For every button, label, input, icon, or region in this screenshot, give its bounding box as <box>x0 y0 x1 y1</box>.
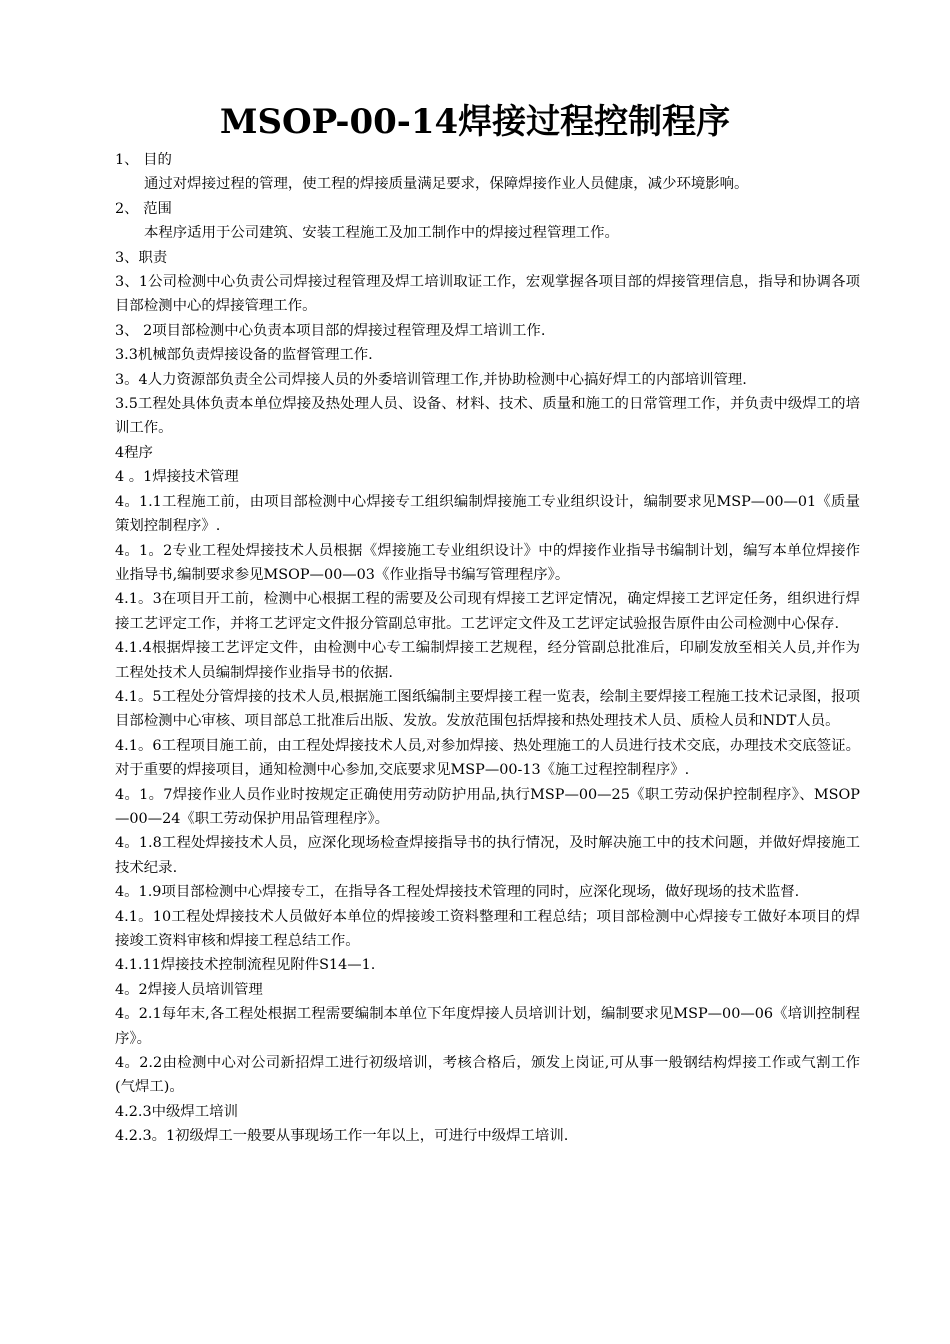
document-title: MSOP-00-14焊接过程控制程序 <box>219 102 731 142</box>
section-paragraph: 4。1。2专业工程处焊接技术人员根据《焊接施工专业组织设计》中的焊接作业指导书编制计划，编写本单位焊接作业指导书,编制要求参见MSOP—00—03《作业指导书编写管理程序》。 <box>115 542 860 583</box>
section-paragraph: 4。1.9项目部检测中心焊接专工，在指导各工程处焊接技术管理的同时，应深化现场，做好现场的技术监督. <box>115 884 800 901</box>
section-paragraph: 4.1。6工程项目施工前，由工程处焊接技术人员,对参加焊接、热处理施工的人员进行技术交底，办理技术交底签证。对于重要的焊接项目，通知检测中心参加,交底要求见MSP—00-13《施工过程控制程序》. <box>115 737 860 779</box>
body-paragraph: 通过对焊接过程的管理，使工程的焊接质量满足要求，保障焊接作业人员健康，减少环境影响。 <box>144 176 749 193</box>
section-paragraph: 3。4人力资源部负责全公司焊接人员的外委培训管理工作,并协助检测中心搞好焊工的内部培训管理. <box>115 371 747 388</box>
section-paragraph: 4.2.3中级焊工培训 <box>115 1103 238 1120</box>
section-paragraph: 4.1.11焊接技术控制流程见附件S14—1. <box>115 957 376 974</box>
section-paragraph: 1、 目的 <box>115 152 172 168</box>
section-paragraph: 3.5工程处具体负责本单位焊接及热处理人员、设备、材料、技术、质量和施工的日常管理工作，并负责中级焊工的培训工作。 <box>115 396 860 437</box>
section-paragraph: 4 。1焊接技术管理 <box>115 469 239 486</box>
section-paragraph: 4.1。3在项目开工前，检测中心根据工程的需要及公司现有焊接工艺评定情况，确定焊接工艺评定任务，组织进行焊接工艺评定工作，并将工艺评定文件报分管副总审批。工艺评定文件及工艺评定试验报告原件由公司检测中心保存. <box>115 591 860 632</box>
section-paragraph: 4。1.1工程施工前，由项目部检测中心焊接专工组织编制焊接施工专业组织设计，编制要求见MSP—00—01《质量策划控制程序》. <box>115 493 860 535</box>
section-paragraph: 4。1.8工程处焊接技术人员，应深化现场检查焊接指导书的执行情况，及时解决施工中的技术问题，并做好焊接施工技术纪录. <box>115 835 860 876</box>
section-paragraph: 3.3机械部负责焊接设备的监督管理工作. <box>115 347 373 364</box>
section-paragraph: 4。2.2由检测中心对公司新招焊工进行初级培训，考核合格后，颁发上岗证,可从事一般钢结构焊接工作或气割工作(气焊工)。 <box>115 1055 860 1096</box>
section-paragraph: 4.2.3。1初级焊工一般要从事现场工作一年以上，可进行中级焊工培训. <box>115 1128 569 1145</box>
document-body <box>115 148 860 1149</box>
section-paragraph: 4。2焊接人员培训管理 <box>115 981 263 998</box>
section-paragraph: 4.1。5工程处分管焊接的技术人员,根据施工图纸编制主要焊接工程一览表，绘制主要焊接工程施工技术记录图，报项目部检测中心审核、项目部总工批准后出版、发放。发放范围包括焊接和热处理技术人员、质检人员和NDT人员。 <box>115 688 860 730</box>
section-paragraph: 3、1公司检测中心负责公司焊接过程管理及焊工培训取证工作，宏观掌握各项目部的焊接管理信息，指导和协调各项目部检测中心的焊接管理工作。 <box>115 274 860 315</box>
section-paragraph: 4.1.4根据焊接工艺评定文件，由检测中心专工编制焊接工艺规程，经分管副总批准后，印刷发放至相关人员,并作为工程处技术人员编制焊接作业指导书的依据. <box>115 640 860 681</box>
body-paragraph: 本程序适用于公司建筑、安装工程施工及加工制作中的焊接过程管理工作。 <box>144 225 619 242</box>
section-paragraph: 3、职责 <box>115 249 168 266</box>
section-paragraph: 4。1。7焊接作业人员作业时按规定正确使用劳动防护用品,执行MSP—00—25《职工劳动保护控制程序》、MSOP—00—24《职工劳动保护用品管理程序》。 <box>115 786 860 827</box>
section-paragraph: 4。2.1每年末,各工程处根据工程需要编制本单位下年度焊接人员培训计划，编制要求见MSP—00—06《培训控制程序》。 <box>115 1006 860 1047</box>
section-paragraph: 4程序 <box>115 444 153 461</box>
section-paragraph: 3、 2项目部检测中心负责本项目部的焊接过程管理及焊工培训工作. <box>115 322 546 339</box>
section-paragraph: 2、 范围 <box>115 200 172 217</box>
section-paragraph: 4.1。10工程处焊接技术人员做好本单位的焊接竣工资料整理和工程总结；项目部检测中心焊接专工做好本项目的焊接竣工资料审核和焊接工程总结工作。 <box>115 908 860 949</box>
